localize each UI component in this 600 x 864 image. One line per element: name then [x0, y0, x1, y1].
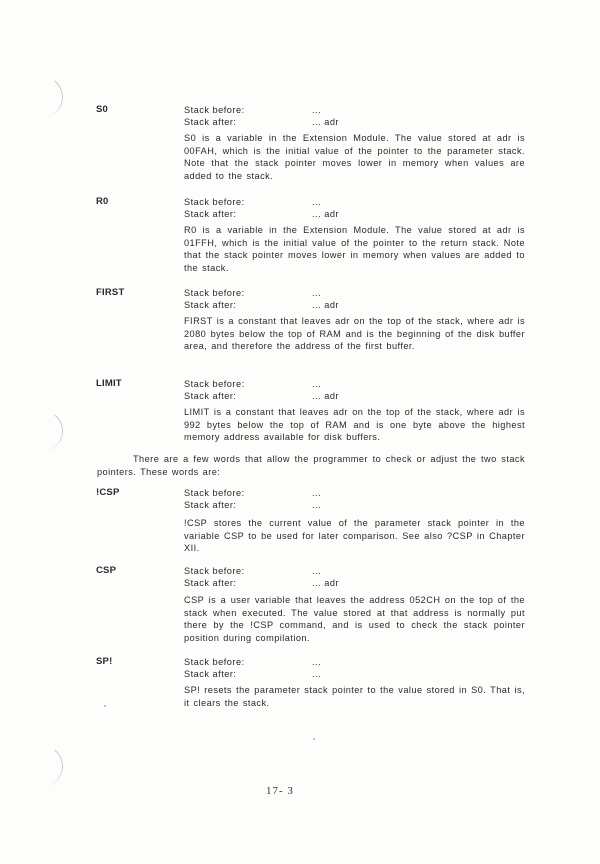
- stack-after-value: ... adr: [312, 391, 339, 401]
- stack-after-value: ... adr: [312, 300, 339, 310]
- entry-term: FIRST: [96, 287, 125, 298]
- stack-before-value: ...: [312, 657, 322, 667]
- stack-before-label: Stack before:: [184, 105, 245, 115]
- scan-speck: [104, 705, 106, 707]
- scan-speck: [313, 738, 315, 740]
- stack-after-label: Stack after:: [184, 209, 237, 219]
- stack-before-label: Stack before:: [184, 197, 245, 207]
- stack-after-label: Stack after:: [184, 578, 237, 588]
- entry-description: SP! resets the parameter stack pointer to the value stored in S0. That is, it clears the stack.: [184, 685, 525, 708]
- entry-term: S0: [96, 104, 109, 115]
- stack-after-label: Stack after:: [184, 500, 237, 510]
- stack-before-value: ...: [312, 197, 322, 207]
- stack-before-value: ...: [312, 105, 322, 115]
- stack-before-value: ...: [312, 488, 322, 498]
- entry-description: R0 is a variable in the Extension Module. The value stored at adr is 01FFH, which is the initial value of the pointer to the return stack. Note that the stack pointer moves lower in memory when values are added to the stack.: [184, 225, 525, 273]
- stack-before-label: Stack before:: [184, 379, 245, 389]
- stack-before-label: Stack before:: [184, 566, 245, 576]
- stack-before-value: ...: [312, 379, 322, 389]
- stack-after-value: ... adr: [312, 578, 339, 588]
- intro-paragraph: There are a few words that allow the programmer to check or adjust the two stack pointers. These words are:: [97, 454, 525, 477]
- page-number: 17- 3: [266, 785, 294, 797]
- entry-description: LIMIT is a constant that leaves adr on the top of the stack, where adr is 992 bytes below the top of RAM and is one byte above the highest memory address available for disk buffers.: [184, 407, 525, 443]
- binder-hole: [25, 743, 65, 788]
- entry-description: CSP is a user variable that leaves the address 052CH on the top of the stack when executed. The value stored at that address is normally put there by the !CSP command, and is used to check the stack pointer position during compilation.: [184, 595, 525, 643]
- stack-before-label: Stack before:: [184, 488, 245, 498]
- stack-after-label: Stack after:: [184, 117, 237, 127]
- entry-description: S0 is a variable in the Extension Module. The value stored at adr is 00FAH, which is the initial value of the pointer to the parameter stack. Note that the stack pointer moves lower in memory when values are added to the stack.: [184, 133, 525, 181]
- stack-after-value: ...: [312, 500, 322, 510]
- entry-description: FIRST is a constant that leaves adr on the top of the stack, where adr is 2080 bytes below the top of RAM and is the beginning of the disk buffer area, and therefore the address of the first buffer.: [184, 316, 525, 352]
- stack-after-label: Stack after:: [184, 300, 237, 310]
- binder-hole: [25, 408, 65, 453]
- stack-after-label: Stack after:: [184, 391, 237, 401]
- entry-term: CSP: [96, 565, 117, 576]
- stack-before-value: ...: [312, 288, 322, 298]
- entry-term: R0: [96, 196, 109, 207]
- binder-hole: [25, 74, 65, 119]
- stack-effect: [184, 565, 524, 589]
- stack-after-value: ... adr: [312, 209, 339, 219]
- stack-effect: [184, 378, 524, 402]
- entry-term: !CSP: [96, 487, 120, 498]
- stack-before-value: ...: [312, 566, 322, 576]
- stack-effect: [184, 104, 524, 128]
- stack-effect: [184, 196, 524, 220]
- entry-description: !CSP stores the current value of the parameter stack pointer in the variable CSP to be used for later comparison. See also ?CSP in Chapter XII.: [184, 518, 525, 554]
- stack-effect: [184, 487, 524, 511]
- entry-term: SP!: [96, 656, 113, 667]
- stack-effect: [184, 287, 524, 311]
- stack-before-label: Stack before:: [184, 288, 245, 298]
- stack-effect: [184, 656, 524, 680]
- stack-after-label: Stack after:: [184, 669, 237, 679]
- stack-after-value: ...: [312, 669, 322, 679]
- stack-after-value: ... adr: [312, 117, 339, 127]
- stack-before-label: Stack before:: [184, 657, 245, 667]
- entry-term: LIMIT: [96, 378, 122, 389]
